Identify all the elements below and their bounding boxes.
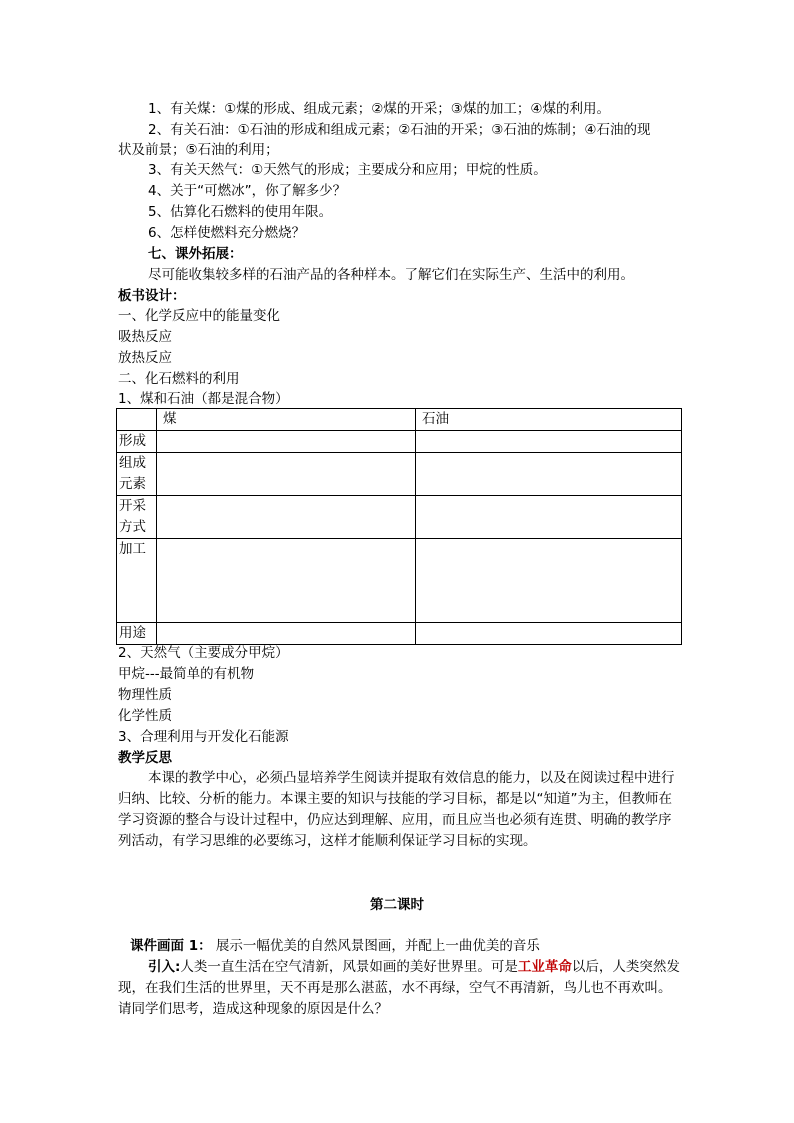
extension-text: 尽可能收集较多样的石油产品的各种样本。了解它们在实际生产、生活中的利用。 [148, 267, 634, 283]
board-exothermic: 放热反应 [118, 350, 172, 366]
table-cell [416, 496, 682, 539]
board-heading: 板书设计： [118, 288, 186, 304]
row-label-formation: 形成 [117, 431, 157, 453]
table-header-cell [117, 409, 157, 431]
coal-oil-table [116, 408, 682, 645]
slide-line [130, 936, 540, 956]
topic-combustible-ice: 4、关于“可燃冰”，你了解多少？ [148, 183, 347, 199]
table-row [117, 496, 682, 539]
board-natural-gas: 2、天然气（主要成分甲烷） [118, 645, 289, 661]
extension-heading: 七、课外拓展： [148, 246, 243, 262]
board-section-2: 二、化石燃料的利用 [118, 371, 240, 387]
slide-text: 展示一幅优美的自然风景图画，并配上一曲优美的音乐 [215, 938, 540, 954]
slide-label: 课件画面 1： [130, 938, 212, 954]
topic-full-combustion: 6、怎样使燃料充分燃烧？ [148, 225, 306, 241]
topic-gas: 3、有关天然气：①天然气的形成；主要成分和应用；甲烷的性质。 [148, 162, 547, 178]
board-endothermic: 吸热反应 [118, 329, 172, 345]
row-label-uses: 用途 [117, 623, 157, 645]
reflection-text: 本课的教学中心，必须凸显培养学生阅读并提取有效信息的能力，以及在阅读过程中进行归纳、比较、分析的能力。本课主要的知识与技能的学习目标，都是以“知道”为主，但教师在学习资源的整合与设计过程中，仍应达到理解、应用，而且应当也必须有连贯、明确的教学序列活动，有学习思维的必要练习，这样才能顺利保证学习目标的实现。 [118, 770, 675, 849]
lesson2-title: 第二课时 [370, 897, 424, 913]
reflection-heading: 教学反思 [118, 750, 172, 766]
topic-oil-continued: 状及前景；⑤石油的利用； [118, 142, 279, 158]
row-label-processing: 加工 [117, 539, 157, 623]
table-cell [157, 431, 416, 453]
board-section-1: 一、化学反应中的能量变化 [118, 308, 280, 324]
table-header-row [117, 409, 682, 431]
table-row [117, 453, 682, 496]
table-cell [416, 539, 682, 623]
intro-text-pre: 人类一直生活在空气清新，风景如画的美好世界里。可是 [180, 959, 518, 975]
board-chemical-props: 化学性质 [118, 708, 172, 724]
board-physical-props: 物理性质 [118, 687, 172, 703]
intro-highlight: 工业革命 [517, 959, 572, 975]
table-cell [416, 431, 682, 453]
intro-label: 引入: [148, 959, 181, 975]
table-header-oil: 石油 [416, 409, 682, 431]
topic-oil: 2、有关石油：①石油的形成和组成元素；②石油的开采；③石油的炼制；④石油的现 [148, 122, 651, 138]
board-section-3: 3、合理利用与开发化石能源 [118, 729, 289, 745]
table-cell [157, 496, 416, 539]
intro-paragraph [118, 957, 684, 1020]
table-row [117, 431, 682, 453]
board-coal-oil: 1、煤和石油（都是混合物） [118, 391, 289, 407]
board-methane: 甲烷---最简单的有机物 [118, 666, 255, 682]
table-row [117, 623, 682, 645]
table-cell [157, 453, 416, 496]
row-label-elements: 组成元素 [117, 453, 157, 496]
reflection-paragraph [118, 768, 684, 852]
topic-coal: 1、有关煤：①煤的形成、组成元素；②煤的开采；③煤的加工；④煤的利用。 [148, 101, 610, 117]
intro-text-post: 以后，人类突然发现，在我们生活的世界里，天不再是那么湛蓝，水不再绿，空气不再清新，鸟儿也不再欢叫。请同学们思考，造成这种现象的原因是什么？ [118, 959, 680, 1017]
table-header-coal: 煤 [157, 409, 416, 431]
table-cell [157, 539, 416, 623]
table-cell [157, 623, 416, 645]
table-cell [416, 623, 682, 645]
table-row [117, 539, 682, 623]
row-label-mining: 开采方式 [117, 496, 157, 539]
topic-fuel-years: 5、估算化石燃料的使用年限。 [148, 204, 333, 220]
table-cell [416, 453, 682, 496]
